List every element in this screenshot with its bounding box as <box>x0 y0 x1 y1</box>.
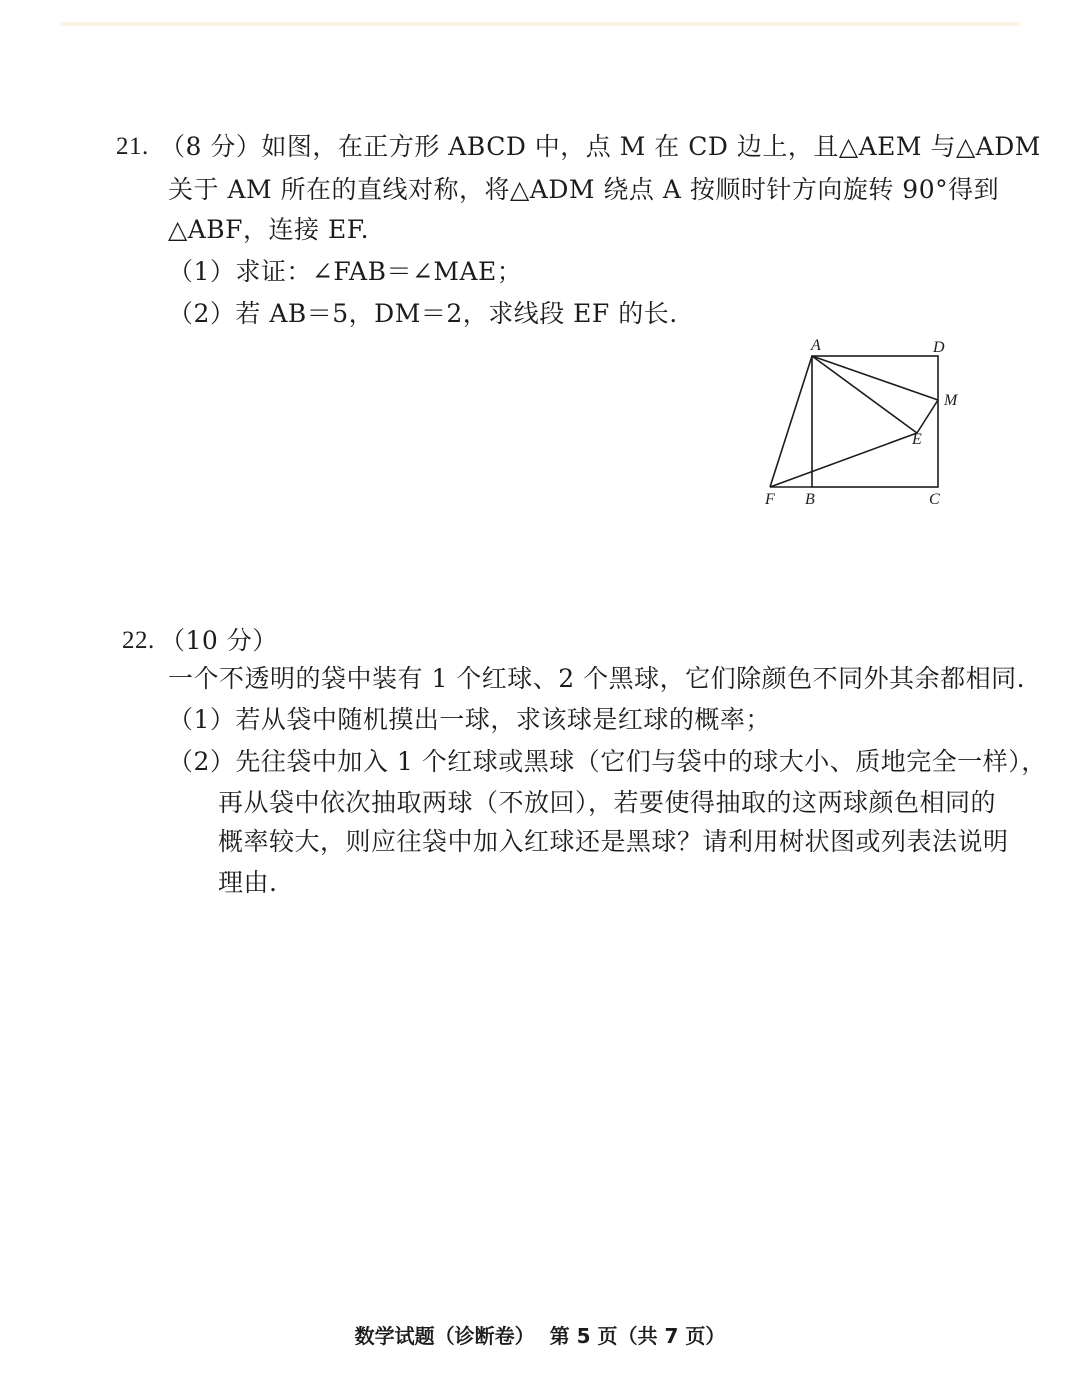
label-f: F <box>765 491 775 508</box>
q22-part-2-line-3: 概率较大，则应往袋中加入红球还是黑球？请利用树状图或列表法说明 <box>218 827 1009 856</box>
scan-edge <box>60 22 1020 26</box>
q22-score: （10 分） <box>160 626 278 655</box>
q21-stem-line-1: （8 分）如图，在正方形 ABCD 中，点 M 在 CD 边上，且△AEM 与△ADM <box>160 132 1041 161</box>
q22-part-1: （1）若从袋中随机摸出一球，求该球是红球的概率； <box>168 705 771 734</box>
page-footer <box>0 1322 1080 1350</box>
q21-stem-line-2: 关于 AM 所在的直线对称，将△ADM 绕点 A 按顺时针方向旋转 90°得到 <box>168 175 1000 204</box>
q22-intro: 一个不透明的袋中装有 1 个红球、2 个黑球，它们除颜色不同外其余都相同. <box>168 664 1026 693</box>
label-d: D <box>933 339 945 356</box>
q22-number: 22. <box>122 627 155 654</box>
label-c: C <box>929 491 940 508</box>
geometry-figure <box>755 332 980 512</box>
footer-page-number: 第 5 页（共 7 页） <box>549 1324 726 1348</box>
q22-part-2-line-4: 理由. <box>218 868 278 897</box>
q22-part-2-line-1: （2）先往袋中加入 1 个红球或黑球（它们与袋中的球大小、质地完全一样）， <box>168 747 1047 776</box>
q22-part-2-line-2: 再从袋中依次抽取两球（不放回），若要使得抽取的这两球颜色相同的 <box>218 788 997 817</box>
label-b: B <box>805 491 815 508</box>
segment-ef <box>770 433 917 487</box>
label-e: E <box>912 431 922 448</box>
segment-em <box>917 400 938 433</box>
q21-part-1: （1）求证：∠FAB＝∠MAE； <box>168 257 523 286</box>
segment-am <box>812 356 938 400</box>
label-a: A <box>811 337 821 354</box>
segment-af <box>770 356 812 487</box>
q21-number: 21. <box>116 133 149 160</box>
q21-stem-line-3: △ABF，连接 EF. <box>168 215 370 244</box>
label-m: M <box>944 392 958 409</box>
square-abcd <box>812 356 938 487</box>
segment-ae <box>812 356 917 433</box>
q21-part-2: （2）若 AB＝5，DM＝2，求线段 EF 的长. <box>168 299 678 328</box>
footer-title: 数学试题（诊断卷） <box>354 1324 535 1348</box>
